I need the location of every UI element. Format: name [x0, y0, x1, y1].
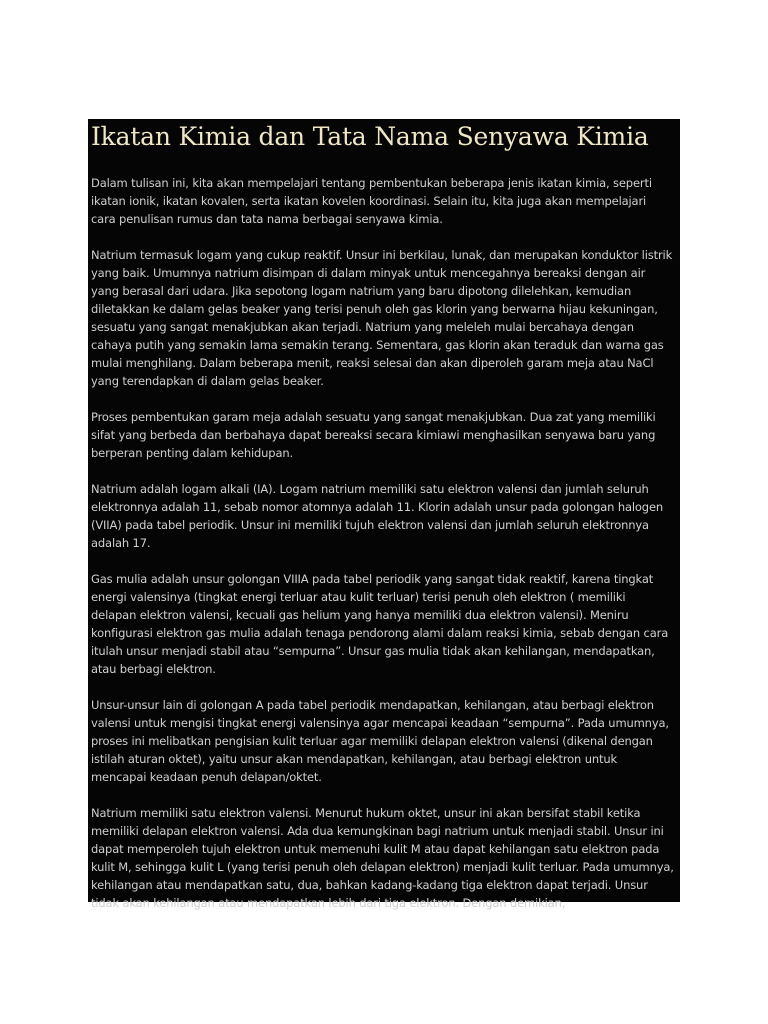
paragraph-natrium-stabil: Natrium memiliki satu elektron valensi. Menurut hukum oktet, unsur ini akan bersifat stabil ketika memiliki delapan elektron valensi. Ada dua kemungkinan bagi natrium untuk menjadi stabil. Unsur ini dapat memperoleh tujuh elektron untuk memenuhi kulit M atau dapat kehilangan satu elektron pada kulit M, sehingga kulit L (yang terisi penuh oleh delapan elektron) menjadi kulit terluar. Pada umumnya, kehilangan atau mendapatkan satu, dua, bahkan kadang-kadang tiga elektron dapat terjadi. Unsur tidak akan kehilangan atau mendapatkan lebih dari tiga elektron. Dengan demikian,: [91, 806, 674, 910]
paragraph-aturan-oktet: Unsur-unsur lain di golongan A pada tabel periodik mendapatkan, kehilangan, atau berbagi elektron valensi untuk mengisi tingkat energi valensinya agar mencapai keadaan “sempurna”. Pada umumnya, proses ini melibatkan pengisian kulit terluar agar memiliki delapan elektron valensi (dikenal dengan istilah aturan oktet), yaitu unsur akan mendapatkan, kehilangan, atau berbagi elektron untuk mencapai keadaan penuh delapan/oktet.: [91, 698, 669, 784]
document-title: Ikatan Kimia dan Tata Nama Senyawa Kimia: [91, 122, 649, 151]
paragraph-intro: Dalam tulisan ini, kita akan mempelajari tentang pembentukan beberapa jenis ikatan kimia, seperti ikatan ionik, ikatan kovalen, serta ikatan kovelen koordinasi. Selain itu, kita juga akan mempelajari cara penulisan rumus dan tata nama berbagai senyawa kimia.: [91, 176, 652, 226]
document-page: [88, 119, 680, 910]
document-body: [91, 174, 674, 912]
paragraph-natrium-reaktif: Natrium termasuk logam yang cukup reaktif. Unsur ini berkilau, lunak, dan merupakan konduktor listrik yang baik. Umumnya natrium disimpan di dalam minyak untuk mencegahnya bereaksi dengan air yang berasal dari udara. Jika sepotong logam natrium yang baru dipotong dilelehkan, kemudian diletakkan ke dalam gelas beaker yang terisi penuh oleh gas klorin yang berwarna hijau kekuningan, sesuatu yang sangat menakjubkan akan terjadi. Natrium yang meleleh mulai bercahaya dengan cahaya putih yang semakin lama semakin terang. Sementara, gas klorin akan teraduk dan warna gas mulai menghilang. Dalam beberapa menit, reaksi selesai dan akan diperoleh garam meja atau NaCl yang terendapkan di dalam gelas beaker.: [91, 248, 673, 388]
paragraph-garam-meja: Proses pembentukan garam meja adalah sesuatu yang sangat menakjubkan. Dua zat yang memiliki sifat yang berbeda dan berbahaya dapat bereaksi secara kimiawi menghasilkan senyawa baru yang berperan penting dalam kehidupan.: [91, 410, 656, 460]
paragraph-natrium-klorin: Natrium adalah logam alkali (IA). Logam natrium memiliki satu elektron valensi dan jumlah seluruh elektronnya adalah 11, sebab nomor atomnya adalah 11. Klorin adalah unsur pada golongan halogen (VIIA) pada tabel periodik. Unsur ini memiliki tujuh elektron valensi dan jumlah seluruh elektronnya adalah 17.: [91, 482, 664, 550]
paragraph-gas-mulia: Gas mulia adalah unsur golongan VIIIA pada tabel periodik yang sangat tidak reaktif, karena tingkat energi valensinya (tingkat energi terluar atau kulit terluar) terisi penuh oleh elektron ( memiliki delapan elektron valensi, kecuali gas helium yang hanya memiliki dua elektron valensi). Meniru konfigurasi elektron gas mulia adalah tenaga pendorong alami dalam reaksi kimia, sebab dengan cara itulah unsur menjadi stabil atau “sempurna”. Unsur gas mulia tidak akan kehilangan, mendapatkan, atau berbagi elektron.: [91, 572, 669, 676]
